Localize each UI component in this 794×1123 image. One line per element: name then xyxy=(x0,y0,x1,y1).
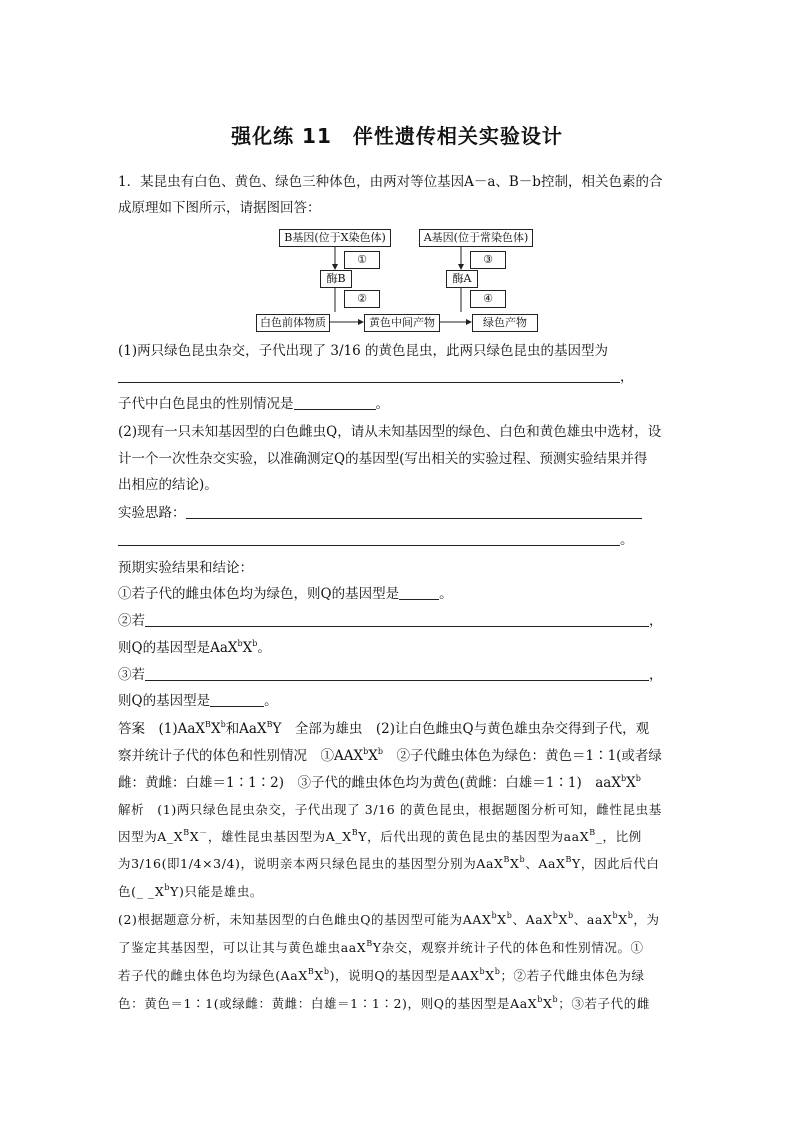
part1-answer-row: ， xyxy=(118,368,634,386)
enzyme-b-box: 酶B xyxy=(320,270,352,288)
question-line-1: 1．某昆虫有白色、黄色、绿色三种体色，由两对等位基因A－a、B－b控制，相关色素的合 xyxy=(118,174,663,190)
enzyme-a-box: 酶A xyxy=(446,270,478,288)
result-2-conclusion: 则Q的基因型是$AaX^bX^b$。 xyxy=(118,639,271,656)
part2-line-1: (2)现有一只未知基因型的白色雌虫Q，请从未知基因型的绿色、白色和黄色雄虫中选材，设 xyxy=(118,424,662,440)
answer-blank[interactable] xyxy=(294,395,376,410)
idea-row: 实验思路： xyxy=(118,504,642,522)
idea-row-2: 。 xyxy=(118,531,634,549)
answer-blank[interactable] xyxy=(118,531,620,546)
explanation-line-4: 色(_ $\_X^bY$)只能是雄虫。 xyxy=(118,883,264,899)
yellow-intermediate-box: 黄色中间产物 xyxy=(364,314,440,332)
result-2-row: ②若 ， xyxy=(118,613,663,629)
answer-blank[interactable] xyxy=(399,585,439,600)
answer-line-2: 察并统计子代的体色和性别情况 $①AAX^bX^b$ ②子代雌虫体色为绿色：黄色＝1∶1(或者绿 xyxy=(118,747,662,764)
answer-blank[interactable] xyxy=(145,612,649,627)
result-1-row: ①若子代的雌虫体色均为绿色，则Q的基因型是 。 xyxy=(118,586,453,602)
result-3-row: ③若 ， xyxy=(118,667,663,683)
explanation-line-7: 若子代的雌虫体色均为绿色$(AaX^BX^b)$，说明Q的基因型是$AAX^bX^b$；②若子代雌虫体色为绿 xyxy=(118,967,645,983)
step-3-box: ③ xyxy=(470,251,506,269)
white-precursor-box: 白色前体物质 xyxy=(256,314,330,332)
page-title: 强化练 11 伴性遗传相关实验设计 xyxy=(231,124,563,148)
gene-b-box: B基因(位于X染色体) xyxy=(279,229,391,247)
green-product-box: 绿色产物 xyxy=(472,314,538,332)
answer-blank[interactable] xyxy=(186,504,642,519)
answer-blank[interactable] xyxy=(210,692,264,707)
gene-a-box: A基因(位于常染色体) xyxy=(419,229,533,247)
answer-line-1: 答案 $(1)AaX^BX^b$和AaX$^B$Y 全部为雄虫 (2)让白色雌虫Q与黄色雄虫杂交得到子代，观 xyxy=(118,720,650,737)
explanation-line-2: 因型为$A\_X^BX^-$，雄性昆虫基因型为$A\_X^BY$，后代出现的黄色昆虫的基因型为aaX$^B$_，比例 xyxy=(118,828,642,844)
step-2-box: ② xyxy=(344,290,380,308)
explanation-line-3: 为3/16(即1/4×3/4)，说明亲本两只绿色昆虫的基因型分别为$AaX^BX^b$、AaX$^B$Y，因此后代白 xyxy=(118,855,660,871)
answer-blank[interactable] xyxy=(145,666,649,681)
answer-line-3: 雌：黄雌：白雄＝1∶1∶2) ③子代的雌虫体色均为黄色(黄雌：白雄＝1∶1) $aaX^bX^b$ xyxy=(118,774,641,791)
explanation-line-5: (2)根据题意分析，未知基因型的白色雌虫Q的基因型可能为$AAX^bX^b$、$AaX^bX^b$、$aaX^bX^b$，为 xyxy=(118,911,660,927)
part1-line-3: 子代中白色昆虫的性别情况是 。 xyxy=(118,396,389,412)
step-1-box: ① xyxy=(344,251,380,269)
result-3-conclusion: 则Q的基因型是 。 xyxy=(118,693,278,709)
answer-blank[interactable] xyxy=(118,368,620,383)
part2-line-3: 出相应的结论)。 xyxy=(118,477,218,493)
explanation-line-8: 色：黄色＝1∶1(或绿雌：黄雌：白雄＝1∶1∶2)，则Q的基因型是$AaX^bX^b$；③若子代的雌 xyxy=(118,995,650,1011)
part1-line-1: (1)两只绿色昆虫杂交，子代出现了 3/16 的黄色昆虫，此两只绿色昆虫的基因型为 xyxy=(118,343,609,359)
step-4-box: ④ xyxy=(470,290,506,308)
question-line-2: 成原理如下图所示，请据图回答： xyxy=(118,200,321,216)
explanation-line-1: 解析 (1)两只绿色昆虫杂交，子代出现了 3/16 的黄色昆虫，根据题图分析可知，雌性昆虫基 xyxy=(118,802,662,817)
part2-line-2: 计一个一次性杂交实验，以准确测定Q的基因型(写出相关的实验过程、预测实验结果并得 xyxy=(118,451,648,467)
explanation-line-6: 了鉴定其基因型，可以让其与黄色雄虫aaX$^B$Y杂交，观察并统计子代的体色和性别情况。① xyxy=(118,939,644,955)
expect-label: 预期实验结果和结论： xyxy=(118,560,253,576)
